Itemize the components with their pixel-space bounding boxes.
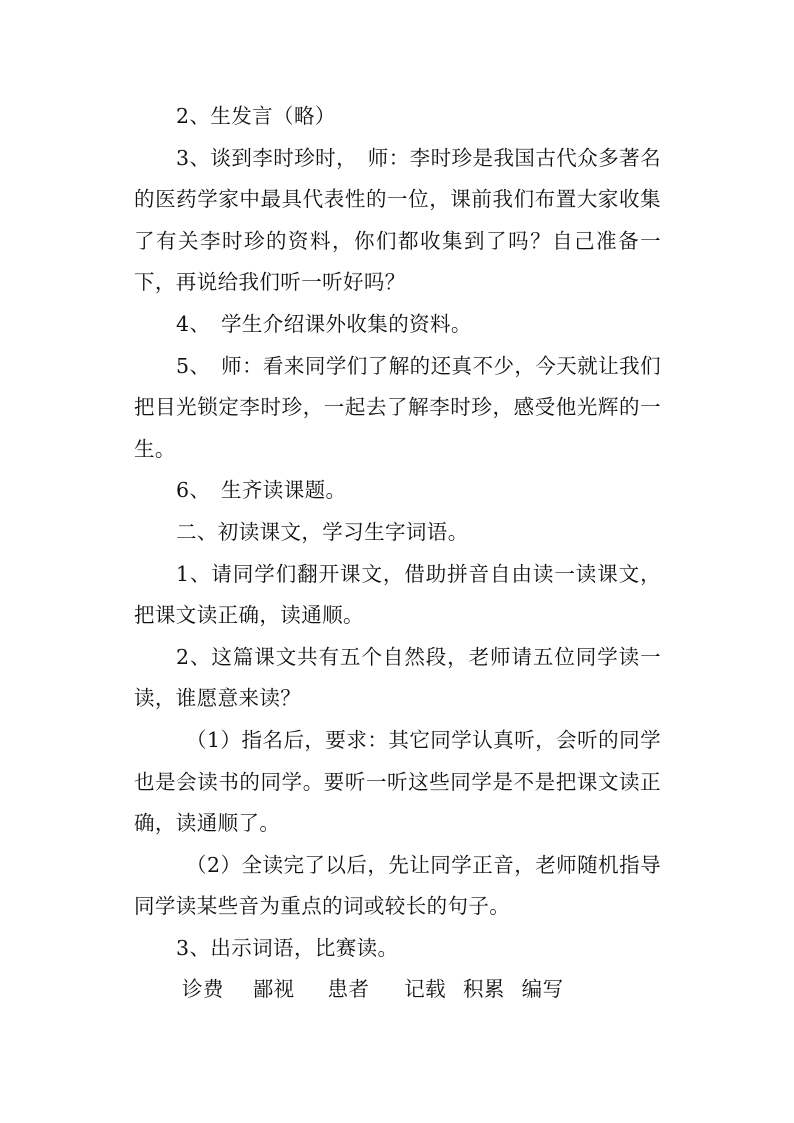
paragraph-2: 3、谈到李时珍时， 师：李时珍是我国古代众多著名的医药学家中最具代表性的一位，课前我们布置大家收集了有关李时珍的资料，你们都收集到了吗？自己准备一下，再说给我们听一听好吗？: [134, 145, 661, 295]
paragraph-7: 2、这篇课文共有五个自然段，老师请五位同学读一读，谁愿意来读？: [134, 644, 661, 711]
paragraph-9: （2）全读完了以后，先让同学正音，老师随机指导同学读某些音为重点的词或较长的句子。: [134, 852, 661, 919]
document-body: [134, 96, 661, 1011]
vocab-word: 积累: [462, 977, 505, 1002]
paragraph-4: 5、 师：看来同学们了解的还真不少，今天就让我们把目光锁定李时珍，一起去了解李时珍，感受他光辉的一生。: [134, 353, 661, 461]
section-heading: 二、初读课文，学习生字词语。: [176, 519, 469, 544]
paragraph-3: 4、 学生介绍课外收集的资料。: [176, 311, 472, 336]
vocab-word: 记载: [404, 977, 447, 1002]
vocabulary-row: [134, 969, 661, 1011]
paragraph-6: 1、请同学们翻开课文，借助拼音自由读一读课文，把课文读正确，读通顺。: [134, 561, 661, 628]
paragraph-10: 3、出示词语，比赛读。: [176, 935, 399, 960]
vocab-word: 鄙视: [252, 977, 295, 1002]
vocab-word: 诊费: [182, 977, 224, 1002]
paragraph-8: （1）指名后，要求：其它同学认真听，会听的同学也是会读书的同学。要听一听这些同学是不是把课文读正确，读通顺了。: [134, 727, 661, 836]
vocab-word: 编写: [521, 977, 564, 1002]
paragraph-5: 6、 生齐读课题。: [176, 478, 347, 503]
paragraph-1: 2、生发言（略）: [176, 104, 336, 128]
vocab-word: 患者: [327, 977, 370, 1002]
